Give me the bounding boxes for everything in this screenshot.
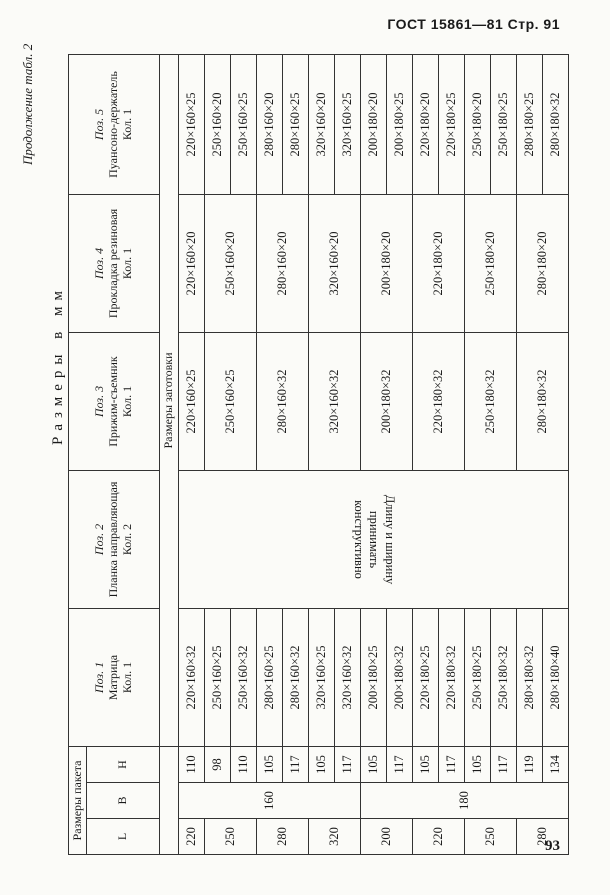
cell-pos4: 280×160×20 xyxy=(257,194,309,332)
cell-pos5: 250×180×20 xyxy=(465,54,491,194)
cell-pos5: 220×160×25 xyxy=(179,54,205,194)
cell-pos5: 280×160×20 xyxy=(257,54,283,194)
cell-H: 105 xyxy=(413,746,439,782)
cell-pos1: 220×180×32 xyxy=(439,608,465,746)
cell-pos1: 320×160×32 xyxy=(335,608,361,746)
cell-pos5: 220×180×25 xyxy=(439,54,465,194)
cell-pos1: 280×160×32 xyxy=(283,608,309,746)
cell-H: 105 xyxy=(257,746,283,782)
continuation-label: Продолжение табл. 2 xyxy=(20,43,35,165)
cell-pos5: 280×160×25 xyxy=(283,54,309,194)
cell-pos1: 220×180×25 xyxy=(413,608,439,746)
cell-H: 110 xyxy=(231,746,257,782)
cell-pos1: 250×180×25 xyxy=(465,608,491,746)
cell-L: 320 xyxy=(309,819,361,855)
cell-pos5: 250×180×25 xyxy=(491,54,517,194)
cell-H: 117 xyxy=(387,746,413,782)
cell-H: 117 xyxy=(283,746,309,782)
dimensions-table xyxy=(68,54,569,855)
cell-pos1: 250×180×32 xyxy=(491,608,517,746)
cell-pos5: 280×180×25 xyxy=(517,54,543,194)
page-number: 93 xyxy=(545,838,560,854)
cell-pos3: 280×180×32 xyxy=(517,332,569,470)
L-header: L xyxy=(87,819,160,855)
packet-sizes-header: Размеры пакета xyxy=(69,746,87,854)
cell-pos1: 250×160×25 xyxy=(205,608,231,746)
pos4-header: Поз. 4 Прокладка резиновая Кол. 1 xyxy=(69,194,160,332)
cell-pos1: 220×160×32 xyxy=(179,608,205,746)
cell-pos5: 200×180×25 xyxy=(387,54,413,194)
pos2-note: Длину и ширину принимать конструктивно xyxy=(179,470,569,608)
cell-H: 134 xyxy=(543,746,569,782)
B-header: B xyxy=(87,783,160,819)
cell-pos3: 220×160×25 xyxy=(179,332,205,470)
cell-pos4: 280×180×20 xyxy=(517,194,569,332)
cell-pos3: 220×180×32 xyxy=(413,332,465,470)
cell-pos3: 320×160×32 xyxy=(309,332,361,470)
page-header: ГОСТ 15861—81 Стр. 91 xyxy=(387,16,560,32)
cell-pos4: 320×160×20 xyxy=(309,194,361,332)
cell-pos4: 250×180×20 xyxy=(465,194,517,332)
empty-cell xyxy=(160,746,179,854)
cell-H: 110 xyxy=(179,746,205,782)
pos2-header: Поз. 2 Планка направляющая Кол. 2 xyxy=(69,470,160,608)
cell-L: 250 xyxy=(465,819,517,855)
cell-pos1: 320×160×25 xyxy=(309,608,335,746)
H-header: H xyxy=(87,746,160,782)
pos3-header: Поз. 3 Прижим-съемник Кол. 1 xyxy=(69,332,160,470)
cell-pos5: 250×160×25 xyxy=(231,54,257,194)
cell-pos3: 250×180×32 xyxy=(465,332,517,470)
cell-B: 160 xyxy=(179,783,361,819)
cell-pos1: 280×180×40 xyxy=(543,608,569,746)
cell-H: 98 xyxy=(205,746,231,782)
cell-H: 119 xyxy=(517,746,543,782)
cell-pos3: 280×160×32 xyxy=(257,332,309,470)
cell-pos4: 250×160×20 xyxy=(205,194,257,332)
cell-H: 105 xyxy=(465,746,491,782)
pos5-header: Поз. 5 Пуансоно-держатель Кол. 1 xyxy=(69,54,160,194)
blank-sizes-header: Размеры заготовки xyxy=(160,54,179,746)
cell-H: 117 xyxy=(491,746,517,782)
cell-pos1: 280×160×25 xyxy=(257,608,283,746)
cell-H: 117 xyxy=(439,746,465,782)
cell-B: 180 xyxy=(361,783,569,819)
cell-pos1: 280×180×32 xyxy=(517,608,543,746)
cell-L: 220 xyxy=(413,819,465,855)
cell-pos3: 200×180×32 xyxy=(361,332,413,470)
cell-L: 280 xyxy=(517,819,569,855)
cell-pos4: 200×180×20 xyxy=(361,194,413,332)
cell-L: 200 xyxy=(361,819,413,855)
cell-pos1: 250×160×32 xyxy=(231,608,257,746)
cell-H: 105 xyxy=(309,746,335,782)
cell-L: 220 xyxy=(179,819,205,855)
cell-pos1: 200×180×25 xyxy=(361,608,387,746)
rotated-table-block xyxy=(20,43,580,855)
cell-L: 280 xyxy=(257,819,309,855)
cell-pos5: 220×180×20 xyxy=(413,54,439,194)
cell-pos4: 220×180×20 xyxy=(413,194,465,332)
cell-pos5: 320×160×20 xyxy=(309,54,335,194)
cell-pos1: 200×180×32 xyxy=(387,608,413,746)
cell-L: 250 xyxy=(205,819,257,855)
pos1-header: Поз. 1 Матрица Кол. 1 xyxy=(69,608,160,746)
sizes-title: Размеры в мм xyxy=(50,285,66,446)
cell-pos5: 250×160×20 xyxy=(205,54,231,194)
cell-H: 117 xyxy=(335,746,361,782)
cell-H: 105 xyxy=(361,746,387,782)
cell-pos5: 200×180×20 xyxy=(361,54,387,194)
cell-pos5: 280×180×32 xyxy=(543,54,569,194)
cell-pos3: 250×160×25 xyxy=(205,332,257,470)
cell-pos4: 220×160×20 xyxy=(179,194,205,332)
cell-pos5: 320×160×25 xyxy=(335,54,361,194)
